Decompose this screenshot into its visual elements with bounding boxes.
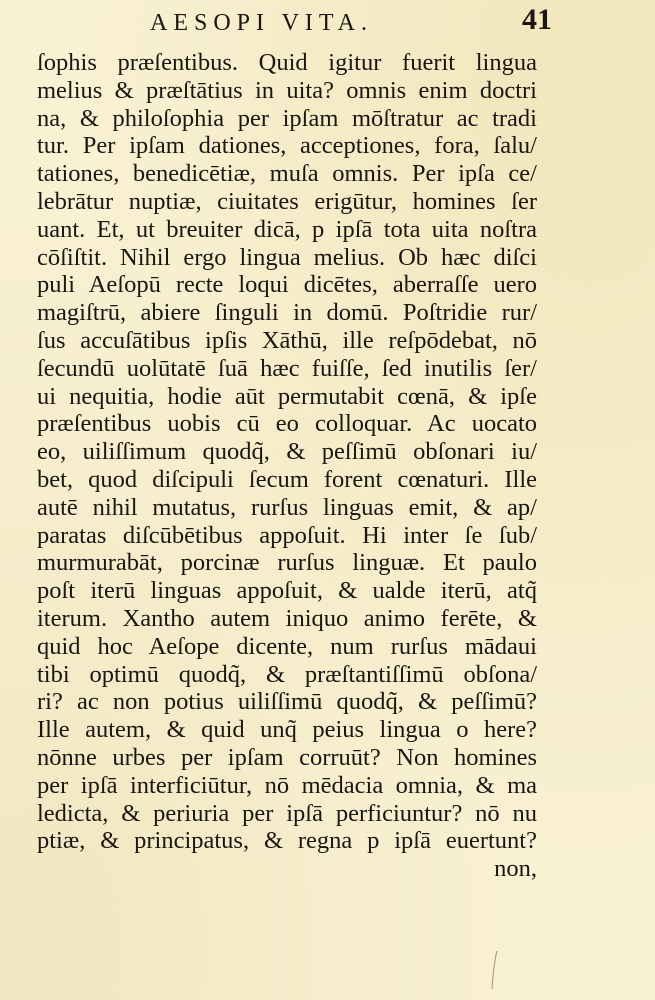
text-line: ledicta, & periuria per ipſā perficiuntur? nō nu xyxy=(37,799,537,827)
ink-stroke-mark xyxy=(490,950,500,990)
text-line: ri? ac non potius uiliſſimū quodq̃, & peſſimū? xyxy=(37,688,537,716)
text-line: poſt iterū linguas appoſuit, & ualde iterū, atq̃ xyxy=(37,577,537,605)
text-line: autē nihil mutatus, rurſus linguas emit, & ap/ xyxy=(37,493,537,521)
text-line: quid hoc Aeſope dicente, num rurſus mādaui xyxy=(37,632,537,660)
text-line: Ille autem, & quid unq̃ peius lingua o here? xyxy=(37,716,537,744)
text-line: lebrātur nuptiæ, ciuitates erigūtur, homines ſer xyxy=(37,187,537,215)
text-line: ſecundū uolūtatē ſuā hæc fuiſſe, ſed inutilis ſer/ xyxy=(37,354,537,382)
text-line: præſentibus uobis cū eo colloquar. Ac uocato xyxy=(37,410,537,438)
text-line: ptiæ, & principatus, & regna p ipſā euertunt? xyxy=(37,827,537,855)
text-line: murmurabāt, porcinæ rurſus linguæ. Et paulo xyxy=(37,549,537,577)
text-line: eo, uiliſſimum quodq̃, & peſſimū obſonari iu/ xyxy=(37,438,537,466)
text-line: ſophis præſentibus. Quid igitur fuerit lingua xyxy=(37,49,537,76)
catchword: non, xyxy=(494,855,537,883)
text-line: magiſtrū, abiere ſinguli in domū. Poſtridie rur/ xyxy=(37,299,537,327)
body-text xyxy=(37,49,537,883)
running-title: AESOPI VITA. xyxy=(150,10,373,36)
text-line: melius & præſtātius in uita? omnis enim doctri xyxy=(37,76,537,104)
text-line: tur. Per ipſam dationes, acceptiones, fora, ſalu/ xyxy=(37,132,537,160)
text-line: iterum. Xantho autem iniquo animo ferēte, & xyxy=(37,604,537,632)
text-line: cōſiſtit. Nihil ergo lingua melius. Ob hæc diſci xyxy=(37,243,537,271)
page-number: 41 xyxy=(522,3,552,36)
text-line: na, & philoſophia per ipſam mōſtratur ac tradi xyxy=(37,104,537,132)
text-line: uant. Et, ut breuiter dicā, p ipſā tota uita noſtra xyxy=(37,215,537,243)
text-line: puli Aeſopū recte loqui dicētes, aberraſſe uero xyxy=(37,271,537,299)
text-line: nōnne urbes per ipſam corruūt? Non homines xyxy=(37,743,537,771)
text-line: tationes, benedicētiæ, muſa omnis. Per ipſa ce/ xyxy=(37,160,537,188)
text-line: paratas diſcūbētibus appoſuit. Hi inter ſe ſub/ xyxy=(37,521,537,549)
text-line: ui nequitia, hodie aūt permutabit cœnā, & ipſe xyxy=(37,382,537,410)
text-line: per ipſā interficiūtur, nō mēdacia omnia, & ma xyxy=(37,771,537,799)
text-line: bet, quod diſcipuli ſecum forent cœnaturi. Ille xyxy=(37,465,537,493)
text-line: ſus accuſātibus ipſis Xāthū, ille reſpōdebat, nō xyxy=(37,326,537,354)
text-line: tibi optimū quodq̃, & præſtantiſſimū obſona/ xyxy=(37,660,537,688)
